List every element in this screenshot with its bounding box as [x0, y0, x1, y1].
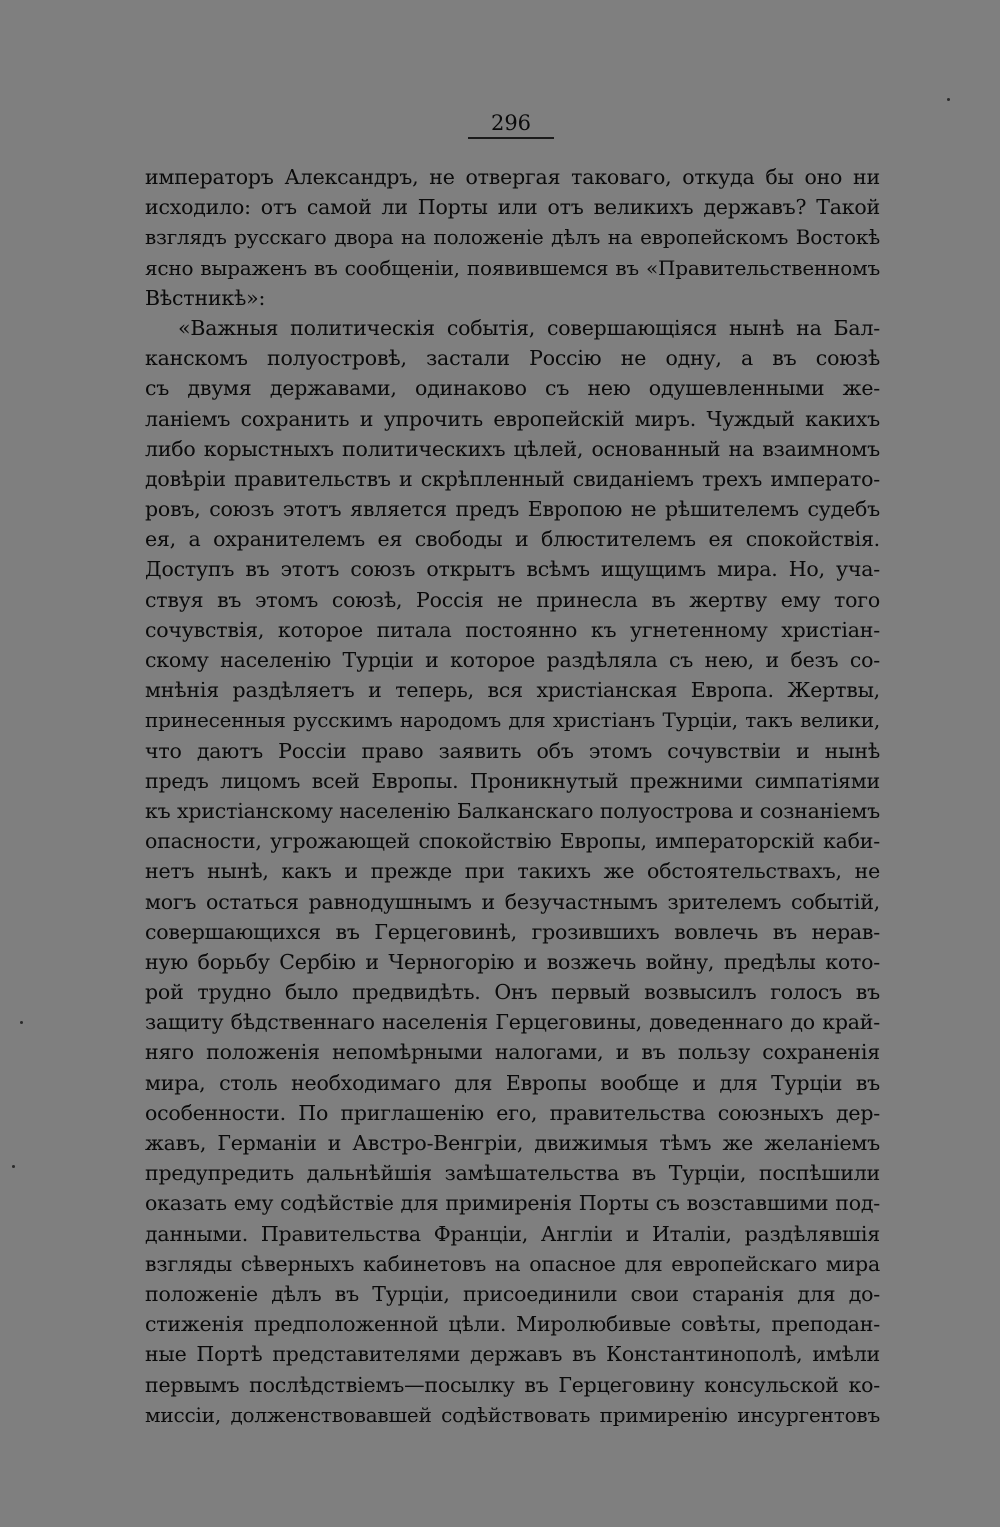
text-line: либо корыстныхъ политическихъ цѣлей, основанный на взаимномъ — [145, 436, 880, 461]
text-line: мнѣнія раздѣляетъ и теперь, вся христіанская Европа. Жертвы, — [145, 678, 880, 703]
text-line: ровъ, союзъ этотъ является предъ Европою не рѣшителемъ судебъ — [145, 497, 880, 522]
text-line: Вѣстникѣ»: — [145, 285, 266, 310]
text-line: взглядъ русскаго двора на положеніе дѣлъ на европейскомъ Востокѣ — [145, 225, 880, 250]
scan-speck — [20, 1021, 23, 1024]
text-line: ную борьбу Сербію и Черногорію и возжечь войну, предѣлы кото- — [145, 949, 880, 974]
text-line: сочувствія, которое питала постоянно къ угнетенному христіан- — [145, 617, 880, 642]
text-line: исходило: отъ самой ли Порты или отъ великихъ державъ? Такой — [145, 195, 880, 220]
body-text — [145, 162, 880, 1430]
text-line: рой трудно было предвидѣть. Онъ первый возвысилъ голосъ въ — [145, 980, 880, 1005]
text-line: могъ остаться равнодушнымъ и безучастнымъ зрителемъ событій, — [145, 889, 880, 914]
text-line: защиту бѣдственнаго населенія Герцеговины, доведеннаго до край- — [145, 1010, 880, 1035]
text-line: предъ лицомъ всей Европы. Проникнутый прежними симпатіями — [145, 768, 880, 793]
text-line: стиженія предположенной цѣли. Миролюбивые совѣты, преподан- — [145, 1312, 880, 1337]
text-line: Доступъ въ этотъ союзъ открытъ всѣмъ ищущимъ мира. Но, уча- — [145, 557, 880, 582]
text-line: ствуя въ этомъ союзѣ, Россія не принесла въ жертву ему того — [145, 587, 880, 612]
text-line: къ христіанскому населенію Балканскаго полуострова и сознаніемъ — [145, 798, 880, 823]
text-line: съ двумя державами, одинаково съ нею одушевленными же- — [145, 376, 880, 401]
text-line: скому населенію Турціи и которое раздѣляла съ нею, и безъ со- — [145, 648, 880, 672]
text-line: оказать ему содѣйствіе для примиренія Порты съ возставшими под- — [145, 1191, 880, 1216]
scan-speck — [12, 1165, 15, 1168]
text-line: первымъ послѣдствіемъ—посылку въ Герцеговину консульской ко- — [145, 1372, 880, 1397]
text-line: положеніе дѣлъ въ Турціи, присоединили свои старанія для до- — [145, 1281, 880, 1306]
text-line: мира, столь необходимаго для Европы вообще и для Турціи въ — [145, 1070, 880, 1095]
text-line: принесенныя русскимъ народомъ для христіанъ Турціи, такъ велики, — [145, 708, 880, 733]
text-line: жавъ, Германіи и Австро-Венгріи, движимыя тѣмъ же желаніемъ — [145, 1131, 880, 1155]
text-line: няго положенія непомѣрными налогами, и въ пользу сохраненія — [145, 1040, 880, 1065]
text-line: что даютъ Россіи право заявить объ этомъ сочувствіи и нынѣ — [145, 738, 880, 763]
text-line: императоръ Александръ, не отвергая таковаго, откуда бы оно ни — [145, 165, 880, 189]
text-line: опасности, угрожающей спокойствію Европы, императорскій каби- — [145, 829, 880, 854]
page-number: 296 — [490, 111, 532, 135]
text-line: предупредить дальнѣйшія замѣшательства въ Турціи, поспѣшили — [145, 1161, 880, 1186]
text-line: совершающихся въ Герцеговинѣ, грозившихъ вовлечь въ нерав- — [145, 919, 880, 944]
scan-speck — [947, 98, 950, 101]
text-line: взгляды сѣверныхъ кабинетовъ на опасное для европейскаго мира — [145, 1251, 880, 1276]
text-line: довѣріи правительствъ и скрѣпленный свиданіемъ трехъ императо- — [145, 466, 880, 491]
text-line: особенности. По приглашенію его, правительства союзныхъ дер- — [145, 1100, 880, 1125]
text-line: ясно выраженъ въ сообщеніи, появившемся въ «Правительственномъ — [145, 255, 880, 280]
text-line: «Важныя политическія событія, совершающіяся нынѣ на Бал- — [178, 315, 880, 340]
text-line: ланіемъ сохранить и упрочить европейскій миръ. Чуждый какихъ — [145, 406, 880, 431]
text-line: ные Портѣ представителями державъ въ Константинополѣ, имѣли — [145, 1342, 880, 1367]
text-line: данными. Правительства Франціи, Англіи и Италіи, раздѣлявшія — [145, 1221, 880, 1246]
text-line: канскомъ полуостровѣ, застали Россію не одну, а въ союзѣ — [145, 346, 880, 371]
page-number-rule — [468, 137, 554, 139]
text-line: миссіи, долженствовавшей содѣйствовать примиренію инсургентовъ — [145, 1402, 880, 1427]
text-line: нетъ нынѣ, какъ и прежде при такихъ же обстоятельствахъ, не — [145, 859, 880, 884]
text-line: ея, а охранителемъ ея свободы и блюстителемъ ея спокойствія. — [145, 527, 880, 552]
